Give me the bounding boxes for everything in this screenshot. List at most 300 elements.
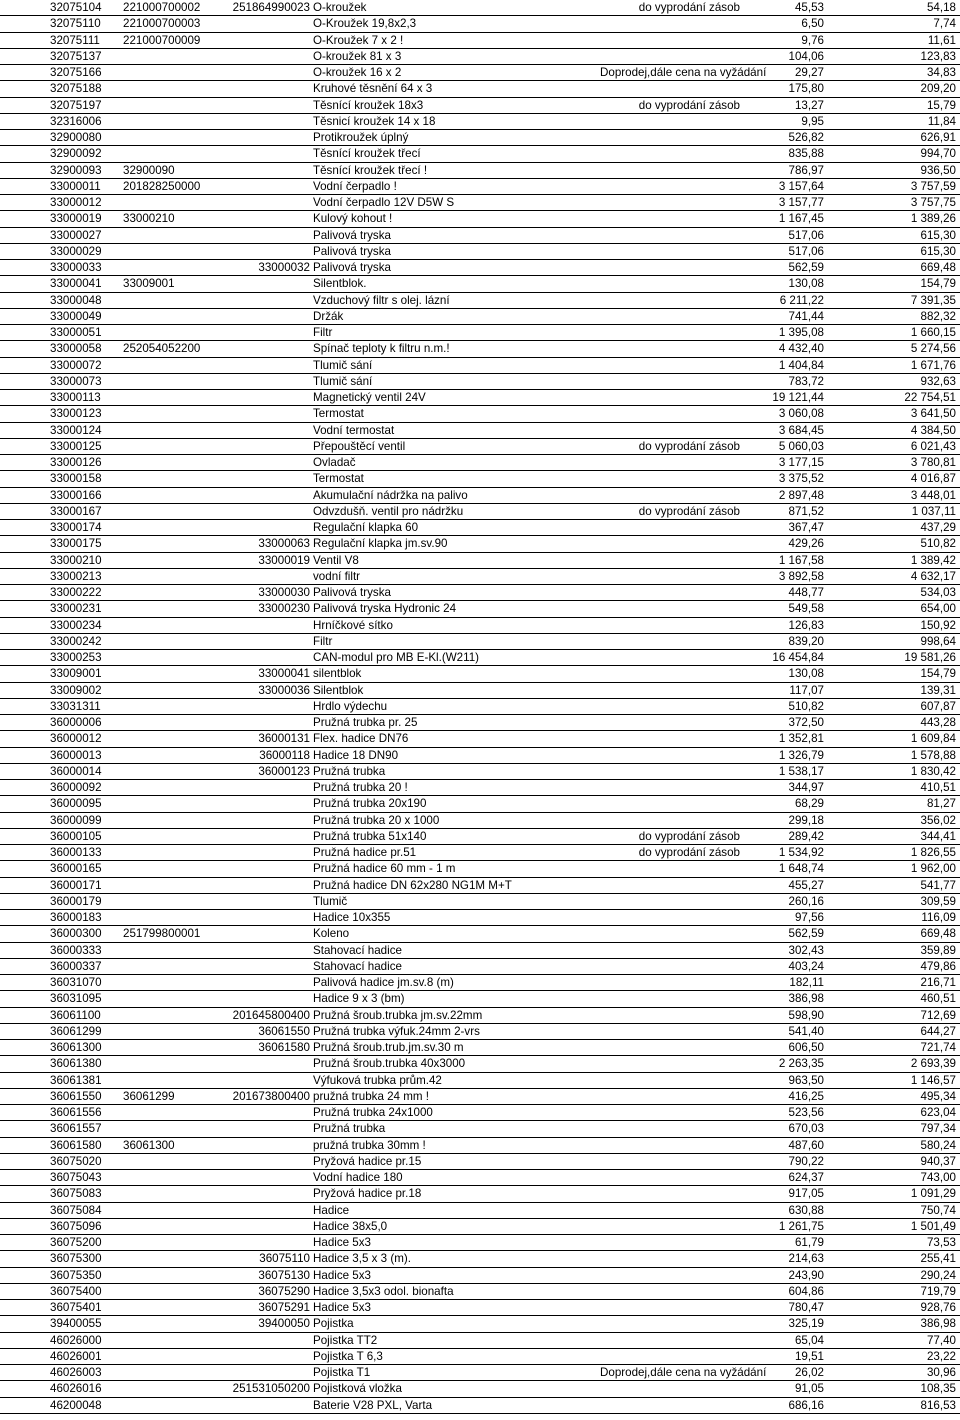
item-code: 36000014 bbox=[50, 764, 102, 778]
price-with-vat: 615,30 bbox=[920, 228, 956, 242]
availability-note: do vyprodání zásob bbox=[638, 1, 740, 14]
item-code: 33000158 bbox=[50, 472, 102, 486]
table-row bbox=[0, 1138, 960, 1154]
table-row bbox=[0, 959, 960, 975]
table-row bbox=[0, 650, 960, 666]
table-row bbox=[0, 829, 960, 845]
price-without-vat: 13,27 bbox=[794, 98, 824, 112]
item-name: Pružná trubka 20 ! bbox=[313, 781, 408, 794]
price-without-vat: 1 261,75 bbox=[778, 1219, 824, 1233]
price-without-vat: 416,25 bbox=[788, 1089, 824, 1103]
price-without-vat: 2 263,35 bbox=[778, 1057, 824, 1071]
price-with-vat: 3 757,75 bbox=[910, 196, 956, 209]
price-with-vat: 623,04 bbox=[920, 1106, 956, 1119]
table-row bbox=[0, 975, 960, 991]
item-name: Pojistka T1 bbox=[313, 1366, 371, 1379]
price-with-vat: 4 632,17 bbox=[910, 569, 956, 583]
item-code: 33000174 bbox=[50, 521, 102, 534]
item-code: 33009002 bbox=[50, 683, 102, 697]
table-row bbox=[0, 98, 960, 114]
table-row bbox=[0, 228, 960, 244]
price-with-vat: 669,48 bbox=[920, 261, 956, 274]
price-with-vat: 654,00 bbox=[920, 602, 956, 616]
item-name: Tlumič bbox=[313, 894, 348, 908]
table-row bbox=[0, 1186, 960, 1202]
item-name: Vzduchový filtr s olej. lázní bbox=[313, 293, 450, 307]
table-row bbox=[0, 179, 960, 195]
item-code: 36000183 bbox=[50, 911, 102, 924]
item-code: 36000300 bbox=[50, 927, 102, 941]
table-row bbox=[0, 878, 960, 894]
item-code: 46200048 bbox=[50, 1398, 102, 1412]
price-without-vat: 487,60 bbox=[788, 1138, 824, 1152]
price-with-vat: 750,74 bbox=[920, 1203, 956, 1217]
table-row bbox=[0, 0, 960, 16]
item-name: Hrníčkové sítko bbox=[313, 618, 393, 632]
price-without-vat: 835,88 bbox=[788, 147, 824, 161]
item-code: 32900092 bbox=[50, 147, 102, 161]
item-code: 33000123 bbox=[50, 407, 102, 421]
price-with-vat: 994,70 bbox=[920, 147, 956, 161]
price-with-vat: 23,22 bbox=[926, 1349, 956, 1363]
price-without-vat: 91,05 bbox=[794, 1382, 824, 1396]
item-name: Pružná šroub.trubka 40x3000 bbox=[313, 1057, 466, 1071]
price-with-vat: 356,02 bbox=[920, 813, 956, 827]
table-row bbox=[0, 1056, 960, 1072]
price-without-vat: 29,27 bbox=[794, 66, 824, 79]
price-with-vat: 1 389,26 bbox=[910, 212, 956, 226]
item-name: Akumulační nádržka na palivo bbox=[313, 488, 468, 502]
price-without-vat: 790,22 bbox=[788, 1154, 824, 1168]
item-code: 33000242 bbox=[50, 634, 102, 648]
item-name: Odvzdušň. ventil pro nádržku bbox=[313, 504, 464, 518]
price-without-vat: 9,76 bbox=[801, 33, 824, 47]
replacement-code: 201673800400 bbox=[232, 1089, 310, 1103]
item-name: Pojistka bbox=[313, 1317, 354, 1331]
item-code: 36000179 bbox=[50, 894, 102, 908]
item-name: Stahovací hadice bbox=[313, 959, 402, 973]
item-code: 36075300 bbox=[50, 1252, 102, 1266]
price-with-vat: 1 578,88 bbox=[910, 748, 956, 762]
table-row bbox=[0, 276, 960, 292]
item-code: 36000099 bbox=[50, 813, 102, 827]
price-with-vat: 940,37 bbox=[920, 1154, 956, 1168]
replacement-code: 36000131 bbox=[258, 732, 310, 746]
item-name: Pružná trubka výfuk.24mm 2-vrs bbox=[313, 1024, 480, 1038]
alt-code: 32900090 bbox=[123, 163, 175, 177]
price-with-vat: 30,96 bbox=[926, 1366, 956, 1379]
price-without-vat: 429,26 bbox=[788, 537, 824, 551]
table-row bbox=[0, 731, 960, 747]
replacement-code: 33000036 bbox=[258, 683, 310, 697]
price-with-vat: 1 501,49 bbox=[910, 1219, 956, 1233]
price-with-vat: 77,40 bbox=[926, 1333, 956, 1347]
price-without-vat: 367,47 bbox=[788, 521, 824, 534]
item-name: Pružná trubka bbox=[313, 1122, 386, 1136]
price-without-vat: 517,06 bbox=[788, 228, 824, 242]
price-with-vat: 290,24 bbox=[920, 1268, 956, 1282]
item-name: Pryžová hadice pr.18 bbox=[313, 1187, 422, 1201]
item-name: CAN-modul pro MB E-Kl.(W211) bbox=[313, 651, 479, 664]
item-name: Regulační klapka 60 bbox=[313, 521, 419, 534]
item-code: 32075137 bbox=[50, 49, 102, 63]
table-row bbox=[0, 943, 960, 959]
price-with-vat: 3 757,59 bbox=[910, 179, 956, 193]
table-row bbox=[0, 114, 960, 130]
price-without-vat: 386,98 bbox=[788, 992, 824, 1006]
item-code: 32075110 bbox=[50, 17, 101, 31]
price-with-vat: 2 693,39 bbox=[910, 1057, 956, 1071]
table-row bbox=[0, 293, 960, 309]
item-name: Vodní hadice 180 bbox=[313, 1171, 403, 1184]
item-name: Pružná šroub.trubka jm.sv.22mm bbox=[313, 1008, 483, 1022]
price-with-vat: 22 754,51 bbox=[904, 391, 956, 404]
price-with-vat: 443,28 bbox=[920, 716, 956, 729]
table-row bbox=[0, 618, 960, 634]
price-without-vat: 598,90 bbox=[788, 1008, 824, 1022]
table-row bbox=[0, 1333, 960, 1349]
item-code: 33000041 bbox=[50, 277, 102, 291]
table-row bbox=[0, 341, 960, 357]
price-with-vat: 743,00 bbox=[920, 1171, 956, 1184]
item-code: 33000029 bbox=[50, 244, 102, 258]
price-without-vat: 299,18 bbox=[788, 813, 824, 827]
replacement-code: 36061580 bbox=[258, 1041, 310, 1054]
item-code: 36075400 bbox=[50, 1284, 102, 1298]
item-code: 33000166 bbox=[50, 488, 102, 502]
price-without-vat: 6 211,22 bbox=[779, 293, 824, 307]
item-name: O-kroužek bbox=[313, 1, 367, 14]
item-name: Ventil V8 bbox=[313, 553, 359, 567]
item-name: silentblok bbox=[313, 667, 362, 681]
price-without-vat: 302,43 bbox=[788, 943, 824, 957]
item-name: Pružná trubka 51x140 bbox=[313, 829, 427, 843]
item-code: 32900080 bbox=[50, 131, 102, 144]
item-name: Hadice 5x3 bbox=[313, 1236, 372, 1249]
price-without-vat: 783,72 bbox=[788, 374, 824, 388]
item-code: 36000012 bbox=[50, 732, 102, 746]
table-row bbox=[0, 471, 960, 487]
table-row bbox=[0, 910, 960, 926]
item-code: 36000337 bbox=[50, 959, 102, 973]
price-with-vat: 721,74 bbox=[920, 1041, 956, 1054]
price-with-vat: 1 826,55 bbox=[910, 846, 956, 859]
price-without-vat: 786,97 bbox=[788, 163, 824, 177]
replacement-code: 39400050 bbox=[258, 1317, 310, 1331]
table-row bbox=[0, 130, 960, 146]
price-with-vat: 6 021,43 bbox=[910, 439, 956, 453]
price-without-vat: 3 157,77 bbox=[778, 196, 824, 209]
item-code: 36061556 bbox=[50, 1106, 102, 1119]
price-with-vat: 626,91 bbox=[920, 131, 956, 144]
item-name: Pružná trubka 20x190 bbox=[313, 797, 427, 811]
table-row bbox=[0, 1089, 960, 1105]
price-without-vat: 214,63 bbox=[788, 1252, 824, 1266]
price-with-vat: 644,27 bbox=[920, 1024, 956, 1038]
replacement-code: 36075291 bbox=[258, 1301, 310, 1314]
replacement-code: 201645800400 bbox=[232, 1008, 310, 1022]
table-row bbox=[0, 16, 960, 32]
price-with-vat: 719,79 bbox=[920, 1284, 956, 1298]
table-row bbox=[0, 861, 960, 877]
price-without-vat: 175,80 bbox=[788, 82, 824, 96]
table-row bbox=[0, 666, 960, 682]
item-name: Hrdlo výdechu bbox=[313, 699, 388, 713]
item-name: Filtr bbox=[313, 326, 333, 339]
item-code: 36000333 bbox=[50, 943, 102, 957]
table-row bbox=[0, 1365, 960, 1381]
item-name: Hadice 5x3 bbox=[313, 1268, 372, 1282]
alt-code: 33009001 bbox=[123, 277, 175, 291]
table-row bbox=[0, 423, 960, 439]
table-row bbox=[0, 991, 960, 1007]
price-with-vat: 386,98 bbox=[920, 1317, 956, 1331]
item-name: Stahovací hadice bbox=[313, 943, 402, 957]
item-name: Palivová tryska bbox=[313, 261, 391, 274]
item-name: Pružná trubka 24x1000 bbox=[313, 1106, 433, 1119]
price-with-vat: 154,79 bbox=[920, 667, 956, 681]
price-without-vat: 104,06 bbox=[788, 49, 824, 63]
item-code: 32075104 bbox=[50, 1, 102, 14]
table-row bbox=[0, 764, 960, 780]
item-name: Vodní čerpadlo 12V D5W S bbox=[313, 196, 455, 209]
item-name: O-Kroužek 7 x 2 ! bbox=[313, 33, 404, 47]
item-code: 36061299 bbox=[50, 1024, 102, 1038]
price-with-vat: 359,89 bbox=[920, 943, 956, 957]
item-name: Tlumič sání bbox=[313, 374, 373, 388]
price-with-vat: 669,48 bbox=[920, 927, 956, 941]
table-row bbox=[0, 796, 960, 812]
item-name: Palivová tryska bbox=[313, 586, 391, 599]
replacement-code: 251864990023 bbox=[232, 1, 310, 14]
item-name: Pružná hadice DN 62x280 NG1M M+T bbox=[313, 878, 512, 892]
price-without-vat: 686,16 bbox=[788, 1398, 824, 1412]
item-name: Palivová hadice jm.sv.8 (m) bbox=[313, 976, 454, 989]
price-with-vat: 1 609,84 bbox=[910, 732, 956, 746]
price-with-vat: 1 037,11 bbox=[911, 504, 956, 518]
item-name: Vodní čerpadlo ! bbox=[313, 179, 397, 193]
price-with-vat: 150,92 bbox=[920, 618, 956, 632]
price-without-vat: 871,52 bbox=[788, 504, 824, 518]
price-with-vat: 998,64 bbox=[920, 634, 956, 648]
price-without-vat: 541,40 bbox=[788, 1024, 824, 1038]
price-with-vat: 34,83 bbox=[926, 66, 956, 79]
price-without-vat: 6,50 bbox=[801, 17, 824, 31]
price-without-vat: 5 060,03 bbox=[778, 439, 824, 453]
price-without-vat: 117,07 bbox=[789, 683, 824, 697]
price-without-vat: 260,16 bbox=[788, 894, 824, 908]
availability-note: Doprodej,dále cena na vyžádání bbox=[600, 66, 767, 79]
item-code: 33000234 bbox=[50, 618, 102, 632]
item-code: 36031070 bbox=[50, 976, 102, 989]
item-code: 46026000 bbox=[50, 1333, 102, 1347]
table-row bbox=[0, 1381, 960, 1397]
table-row bbox=[0, 926, 960, 942]
table-row bbox=[0, 1154, 960, 1170]
item-name: Těsnící kroužek třecí bbox=[313, 147, 421, 161]
item-code: 36061380 bbox=[50, 1057, 102, 1071]
item-code: 33000058 bbox=[50, 342, 102, 356]
price-with-vat: 81,27 bbox=[926, 797, 956, 811]
item-code: 33000125 bbox=[50, 439, 102, 453]
alt-code: 251799800001 bbox=[123, 927, 201, 941]
table-row bbox=[0, 33, 960, 49]
item-name: Těsnící kroužek třecí ! bbox=[313, 163, 428, 177]
item-name: pružná trubka 24 mm ! bbox=[313, 1089, 429, 1103]
item-name: Pružná trubka 20 x 1000 bbox=[313, 813, 440, 827]
item-name: Filtr bbox=[313, 634, 333, 648]
price-without-vat: 1 395,08 bbox=[778, 326, 824, 339]
price-without-vat: 963,50 bbox=[788, 1073, 824, 1087]
item-code: 33000124 bbox=[50, 423, 102, 437]
price-without-vat: 325,19 bbox=[788, 1317, 824, 1331]
price-with-vat: 309,59 bbox=[920, 894, 956, 908]
item-name: Hadice 10x355 bbox=[313, 911, 391, 924]
item-code: 33000231 bbox=[50, 602, 102, 616]
item-code: 36031095 bbox=[50, 992, 102, 1006]
item-code: 36075043 bbox=[50, 1171, 102, 1184]
price-with-vat: 712,69 bbox=[920, 1008, 956, 1022]
item-code: 36075020 bbox=[50, 1154, 102, 1168]
replacement-code: 33000041 bbox=[258, 667, 310, 681]
alt-code: 252054052200 bbox=[123, 342, 201, 356]
price-without-vat: 403,24 bbox=[788, 959, 824, 973]
price-with-vat: 932,63 bbox=[920, 374, 956, 388]
item-name: pružná trubka 30mm ! bbox=[313, 1138, 426, 1152]
item-name: Přepouštěcí ventil bbox=[313, 439, 406, 453]
table-row bbox=[0, 894, 960, 910]
price-with-vat: 7,74 bbox=[933, 17, 956, 31]
table-row bbox=[0, 1219, 960, 1235]
table-row bbox=[0, 1300, 960, 1316]
item-code: 39400055 bbox=[50, 1317, 102, 1331]
item-name: Hadice 5x3 bbox=[313, 1301, 372, 1314]
table-row bbox=[0, 585, 960, 601]
table-row bbox=[0, 1008, 960, 1024]
item-code: 33000011 bbox=[50, 179, 101, 193]
table-row bbox=[0, 1251, 960, 1267]
item-code: 32075197 bbox=[50, 98, 102, 112]
price-with-vat: 7 391,35 bbox=[910, 293, 956, 307]
price-with-vat: 1 830,42 bbox=[910, 764, 956, 778]
price-without-vat: 68,29 bbox=[794, 797, 824, 811]
price-without-vat: 3 684,45 bbox=[778, 423, 824, 437]
item-code: 33000012 bbox=[50, 196, 102, 209]
item-name: Hadice bbox=[313, 1203, 350, 1217]
item-name: Palivová tryska Hydronic 24 bbox=[313, 602, 457, 616]
replacement-code: 33000030 bbox=[258, 586, 310, 599]
price-with-vat: 11,61 bbox=[927, 33, 956, 47]
table-row bbox=[0, 1040, 960, 1056]
table-row bbox=[0, 748, 960, 764]
item-name: Pojistková vložka bbox=[313, 1382, 402, 1396]
item-code: 36075200 bbox=[50, 1236, 102, 1249]
table-row bbox=[0, 65, 960, 81]
availability-note: do vyprodání zásob bbox=[638, 829, 740, 843]
price-without-vat: 917,05 bbox=[788, 1187, 824, 1201]
price-with-vat: 1 660,15 bbox=[910, 326, 956, 339]
item-code: 36075096 bbox=[50, 1219, 102, 1233]
price-without-vat: 19,51 bbox=[794, 1349, 824, 1363]
table-row bbox=[0, 439, 960, 455]
table-row bbox=[0, 569, 960, 585]
price-with-vat: 3 641,50 bbox=[910, 407, 956, 421]
item-name: Hadice 9 x 3 (bm) bbox=[313, 992, 405, 1006]
item-name: Pružná šroub.trub.jm.sv.30 m bbox=[313, 1041, 464, 1054]
item-name: Hadice 3,5 x 3 (m). bbox=[313, 1252, 411, 1266]
price-with-vat: 495,34 bbox=[920, 1089, 956, 1103]
item-code: 36075350 bbox=[50, 1268, 102, 1282]
table-row bbox=[0, 146, 960, 162]
item-name: Pojistka TT2 bbox=[313, 1333, 378, 1347]
price-with-vat: 11,84 bbox=[927, 114, 956, 128]
item-name: Hadice 38x5,0 bbox=[313, 1219, 388, 1233]
price-without-vat: 604,86 bbox=[788, 1284, 824, 1298]
price-with-vat: 123,83 bbox=[920, 49, 956, 63]
price-with-vat: 1 962,00 bbox=[910, 862, 956, 876]
price-without-vat: 61,79 bbox=[794, 1236, 824, 1249]
table-row bbox=[0, 715, 960, 731]
alt-code: 201828250000 bbox=[123, 179, 201, 193]
item-code: 33000048 bbox=[50, 293, 102, 307]
price-with-vat: 437,29 bbox=[920, 521, 956, 534]
item-name: Palivová tryska bbox=[313, 228, 391, 242]
price-without-vat: 624,37 bbox=[788, 1171, 824, 1184]
item-code: 36000171 bbox=[50, 878, 102, 892]
table-row bbox=[0, 211, 960, 227]
item-name: Palivová tryska bbox=[313, 244, 391, 258]
table-row bbox=[0, 1268, 960, 1284]
table-row bbox=[0, 553, 960, 569]
price-with-vat: 882,32 bbox=[920, 309, 956, 323]
item-code: 36000092 bbox=[50, 781, 102, 794]
price-without-vat: 3 892,58 bbox=[778, 569, 824, 583]
item-code: 33000019 bbox=[50, 212, 102, 226]
price-without-vat: 3 060,08 bbox=[778, 407, 824, 421]
item-name: Silentblok. bbox=[313, 277, 367, 291]
table-row bbox=[0, 845, 960, 861]
price-with-vat: 139,31 bbox=[920, 683, 956, 697]
item-code: 33031311 bbox=[50, 699, 101, 713]
price-without-vat: 372,50 bbox=[788, 716, 824, 729]
replacement-code: 251531050200 bbox=[232, 1382, 310, 1396]
item-name: Pružná trubka pr. 25 bbox=[313, 716, 418, 729]
price-without-vat: 97,56 bbox=[794, 911, 824, 924]
item-name: Pružná hadice 60 mm - 1 m bbox=[313, 862, 456, 876]
table-row bbox=[0, 504, 960, 520]
item-name: Termostat bbox=[313, 407, 364, 421]
table-row bbox=[0, 1121, 960, 1137]
price-with-vat: 19 581,26 bbox=[904, 651, 956, 664]
price-with-vat: 615,30 bbox=[920, 244, 956, 258]
item-code: 33000051 bbox=[50, 326, 102, 339]
price-with-vat: 410,51 bbox=[920, 781, 956, 794]
item-code: 33000167 bbox=[50, 504, 102, 518]
price-without-vat: 510,82 bbox=[788, 699, 824, 713]
price-without-vat: 1 167,58 bbox=[778, 553, 824, 567]
item-name: Vodní termostat bbox=[313, 423, 395, 437]
table-row bbox=[0, 325, 960, 341]
item-code: 36000133 bbox=[50, 846, 102, 859]
price-without-vat: 562,59 bbox=[788, 261, 824, 274]
item-code: 32075188 bbox=[50, 82, 102, 96]
item-code: 36000013 bbox=[50, 748, 102, 762]
price-without-vat: 1 326,79 bbox=[778, 748, 824, 762]
item-name: Flex. hadice DN76 bbox=[313, 732, 409, 746]
price-without-vat: 2 897,48 bbox=[778, 488, 824, 502]
price-without-vat: 670,03 bbox=[788, 1122, 824, 1136]
item-code: 36075083 bbox=[50, 1187, 102, 1201]
